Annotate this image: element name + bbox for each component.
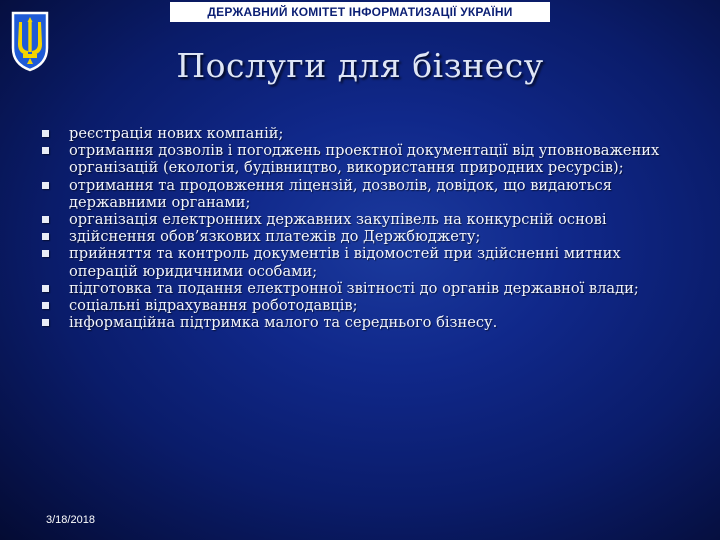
- list-item: [40, 211, 680, 228]
- organization-banner: ДЕРЖАВНИЙ КОМІТЕТ ІНФОРМАТИЗАЦІЇ УКРАЇНИ: [170, 2, 550, 22]
- bullet-icon: [42, 250, 49, 257]
- bullet-icon: [42, 130, 49, 137]
- list-item-text: отримання та продовження ліцензій, дозволів, довідок, що видаються державними органами;: [69, 176, 612, 211]
- list-item-text: реєстрація нових компаній;: [69, 125, 284, 142]
- list-item-text: соціальні відрахування роботодавців;: [69, 297, 358, 315]
- list-item: [40, 297, 680, 314]
- list-item: [40, 280, 680, 297]
- bullet-icon: [42, 147, 49, 154]
- page-title: Послуги для бізнесу: [176, 46, 544, 85]
- list-item: [40, 125, 680, 142]
- bullet-icon: [42, 182, 49, 189]
- header: [0, 0, 720, 26]
- list-item-text: інформаційна підтримка малого та середнього бізнесу.: [69, 314, 498, 332]
- list-item-text: прийняття та контроль документів і відомостей при здійсненні митних операцій юридичними особами;: [69, 245, 621, 280]
- list-item-text: організація електронних державних закупівель на конкурсній основі: [69, 211, 607, 229]
- bullet-icon: [42, 302, 49, 309]
- list-item-text: отримання дозволів і погоджень проектної документації від уповноважених організацій (екологія, будівництво, використання природних ресурсів);: [69, 142, 660, 177]
- list-item: [40, 314, 680, 331]
- bullet-icon: [42, 285, 49, 292]
- services-list: [40, 125, 680, 331]
- bullet-icon: [42, 319, 49, 326]
- list-item-text: здійснення обов’язкових платежів до Держбюджету;: [69, 228, 481, 246]
- list-item: [40, 245, 680, 279]
- footer-date: 3/18/2018: [46, 514, 95, 526]
- list-item: [40, 142, 680, 176]
- bullet-icon: [42, 233, 49, 240]
- list-item-text: підготовка та подання електронної звітності до органів державної влади;: [69, 279, 639, 297]
- bullet-icon: [42, 216, 49, 223]
- list-item: [40, 228, 680, 245]
- list-item: [40, 177, 680, 211]
